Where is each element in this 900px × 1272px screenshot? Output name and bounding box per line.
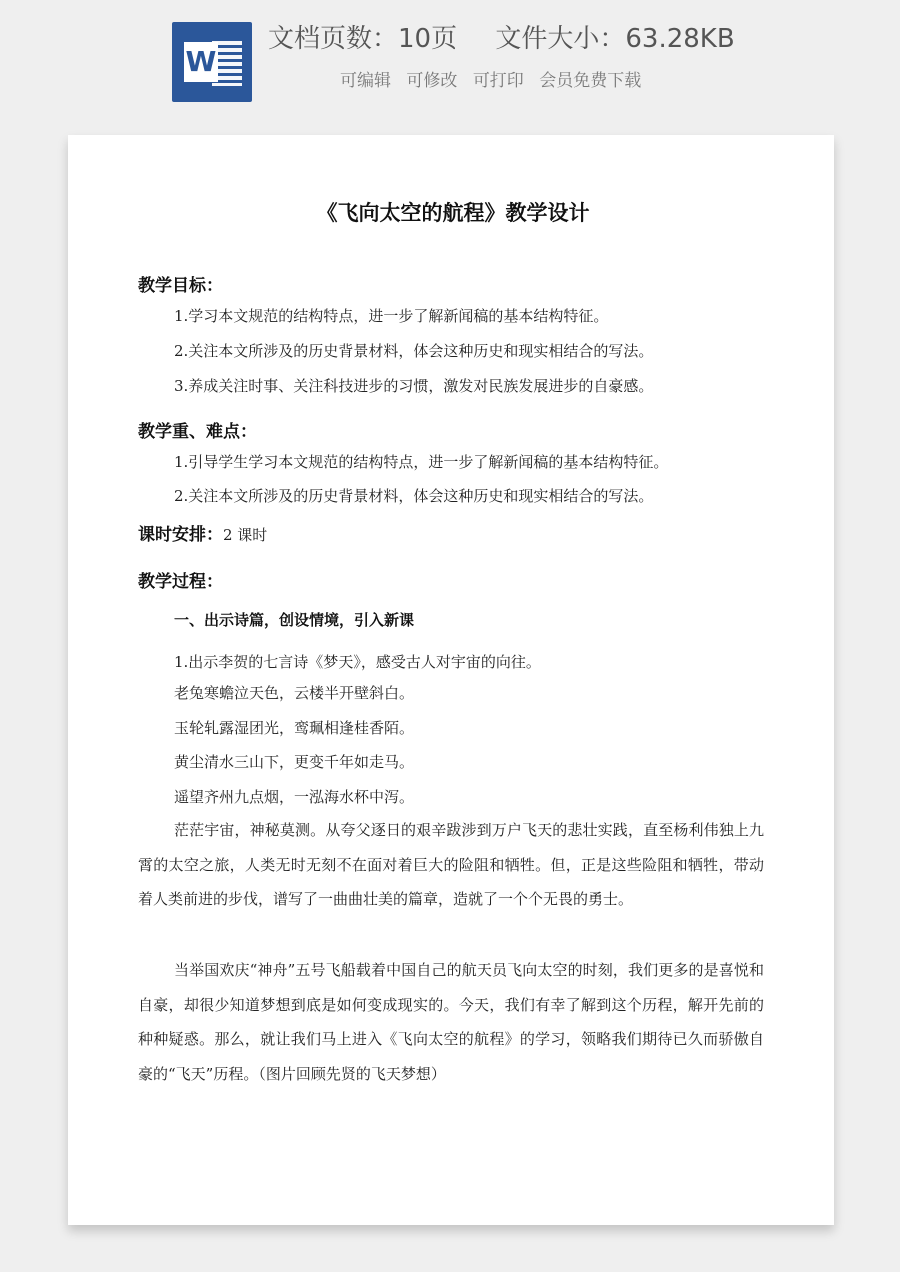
paragraph-2: 当举国欢庆“神舟”五号飞船载着中国自己的航天员飞向太空的时刻，我们更多的是喜悦和自豪，却很少知道梦想到底是如何变成现实的。今天，我们有幸了解到这个历程，解开先前的种种疑惑。那么，就让我们马上进入《飞向太空的航程》的学习，领略我们期待已久而骄傲自豪的“飞天”历程。（图片回顾先贤的飞天梦想） bbox=[138, 961, 764, 1083]
file-size: 文件大小：63.28KB bbox=[495, 24, 735, 54]
poem-line-4: 遥望齐州九点烟，一泓海水杯中泻。 bbox=[174, 788, 415, 806]
key-point-item-2: 2.关注本文所涉及的历史背景材料，体会这种历史和现实相结合的写法。 bbox=[174, 487, 654, 505]
feature-free-download: 会员免费下载 bbox=[539, 71, 642, 91]
key-point-item-1: 1.引导学生学习本文规范的结构特点，进一步了解新闻稿的基本结构特征。 bbox=[174, 453, 669, 471]
schedule-label: 课时安排： bbox=[138, 525, 223, 545]
page-count: 文档页数：10页 bbox=[268, 24, 458, 54]
poem-line-1: 老兔寒蟾泣天色，云楼半开壁斜白。 bbox=[174, 684, 415, 702]
word-doc-icon bbox=[172, 22, 252, 102]
document-title: 《飞向太空的航程》教学设计 bbox=[316, 201, 590, 225]
feature-printable: 可打印 bbox=[472, 71, 524, 91]
goal-item-1: 1.学习本文规范的结构特点，进一步了解新闻稿的基本结构特征。 bbox=[174, 307, 609, 325]
goal-item-3: 3.养成关注时事、关注科技进步的习惯，激发对民族发展进步的自豪感。 bbox=[174, 377, 654, 395]
goals-heading: 教学目标： bbox=[138, 276, 223, 296]
word-icon-letter: W bbox=[184, 42, 218, 82]
feature-list bbox=[340, 66, 651, 91]
schedule-heading bbox=[138, 520, 267, 545]
key-points-heading: 教学重、难点： bbox=[138, 422, 257, 442]
download-header bbox=[0, 0, 900, 120]
section1-title: 一、出示诗篇，创设情境，引入新课 bbox=[174, 611, 415, 629]
document-page bbox=[68, 135, 834, 1225]
process-step-1: 1.出示李贺的七言诗《梦天》，感受古人对宇宙的向往。 bbox=[174, 653, 541, 671]
paragraph-1: 茫茫宇宙，神秘莫测。从夸父逐日的艰辛跋涉到万户飞天的悲壮实践，直至杨利伟独上九霄的太空之旅，人类无时无刻不在面对着巨大的险阻和牺牲。但，正是这些险阻和牺牲，带动着人类前进的步伐，谱写了一曲曲壮美的篇章，造就了一个个无畏的勇士。 bbox=[138, 821, 764, 908]
feature-editable: 可编辑 bbox=[340, 71, 391, 91]
process-heading: 教学过程： bbox=[138, 572, 223, 592]
feature-modifiable: 可修改 bbox=[406, 71, 458, 91]
schedule-value: 2 课时 bbox=[223, 526, 268, 544]
goal-item-2: 2.关注本文所涉及的历史背景材料，体会这种历史和现实相结合的写法。 bbox=[174, 342, 654, 360]
poem-line-3: 黄尘清水三山下，更变千年如走马。 bbox=[174, 753, 415, 771]
file-meta bbox=[268, 18, 765, 55]
poem-line-2: 玉轮轧露湿团光，鸾珮相逢桂香陌。 bbox=[174, 719, 415, 737]
